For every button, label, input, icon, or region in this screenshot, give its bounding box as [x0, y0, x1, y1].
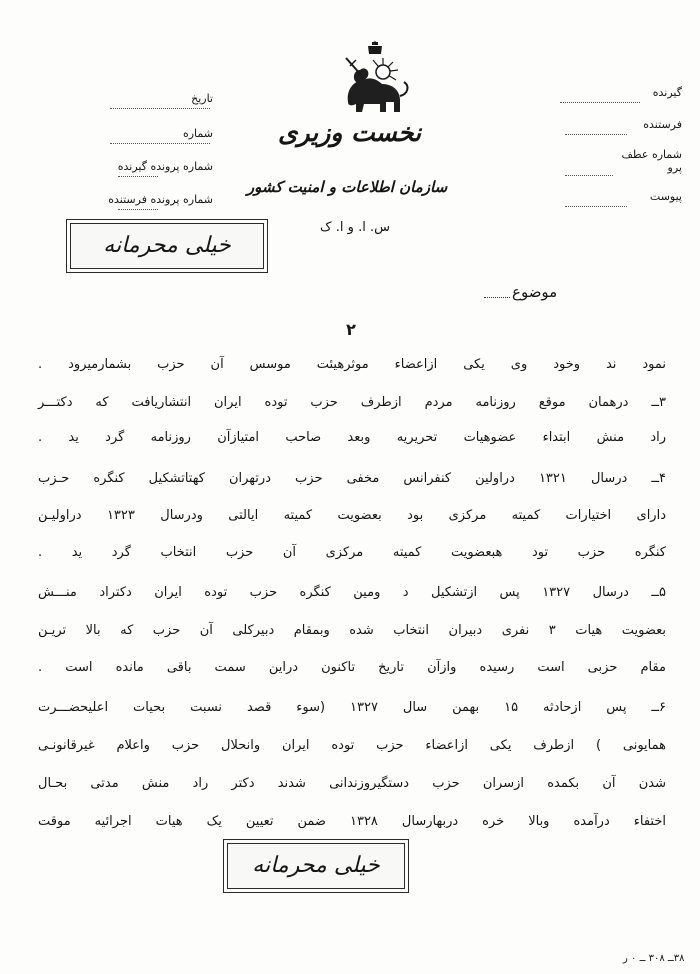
body-line: ۴ــ درسال ۱۳۲۱ دراولین کنفرانس مخفی حزب درتهران کهتاتشکیل کنگره حـزب	[38, 471, 666, 486]
sender-file-number-line	[118, 209, 158, 210]
classification-stamp-bottom: خیلی محرمانه	[227, 843, 405, 889]
sender-file-number-label: شماره پرونده فرستنده	[108, 193, 213, 206]
body-line: ۶ــ پس ازحادثه ۱۵ بهمن سال ۱۳۲۷ (سوء قصد نسبت بحیات اعلیحضـــرت	[38, 700, 667, 715]
reference-number-line	[565, 175, 613, 176]
date-field-line	[110, 108, 210, 109]
subject-line	[484, 297, 510, 298]
body-line: نمود ند وخود وی یکی ازاعضاء موثرهیئت موسس آن حزب بشمارمیرود .	[38, 357, 666, 372]
body-line: اختفاء درآمده وبالا خره دربهارسال ۱۳۲۸ ضمن تعیین یک هیات اجرائیه موقت	[38, 814, 666, 829]
body-line: ۳ــ درهمان موقع روزنامه مردم ازطرف حزب توده ایران انتشاریافت که دکتـــر	[38, 395, 666, 410]
sender-line	[565, 134, 627, 135]
classification-stamp-top: خیلی محرمانه	[70, 223, 264, 269]
subject-label: موضوع	[512, 283, 558, 301]
body-line: کنگره حزب تود هبعضویت کمیته مرکزی آن حزب انتخاب گرد ید .	[38, 545, 666, 560]
reference-number-label: شماره عطف پرو	[621, 148, 682, 174]
attachment-line	[565, 206, 627, 207]
number-field-line	[110, 143, 210, 144]
recipient-label: گیرنده	[652, 86, 682, 99]
number-field-label: شماره	[182, 127, 213, 140]
sender-label: فرستنده	[643, 118, 682, 131]
attachment-label: پیوست	[649, 190, 682, 203]
recipient-file-number-label: شماره پرونده گیرنده	[117, 160, 213, 173]
organization-subtitle: سازمان اطلاعات و امنیت کشور	[246, 178, 448, 196]
recipient-line	[560, 102, 640, 103]
page-number: ۲	[346, 320, 356, 339]
body-line: دارای اختیارات کمیته مرکزی بود بعضویت کمیته ایالتی ودرسال ۱۳۲۳ دراولیـن	[38, 508, 666, 523]
body-line: مقام حزبی است رسیده وازآن تاریخ تاکنون دراین سمت باقی مانده است .	[38, 660, 666, 675]
body-line: شدن آن بکمده ازسران حزب دستگیروزندانی شدند دکتر راد منش مدتی بحـال	[38, 776, 666, 791]
body-line: راد منش ابتداء عضوهیات تحریریه وبعد صاحب امتیازآن روزنامه گرد ید .	[38, 430, 666, 445]
organization-code: س. ا. و ا. ک	[320, 220, 390, 235]
lion-and-sun-emblem	[338, 40, 412, 120]
body-line: همایونی ) ازطرف یکی ازاعضاء حزب توده ایران وانحلال حزب واعلام غیرقانونـی	[38, 738, 666, 753]
body-line: ۵ــ درسال ۱۳۲۷ پس ازتشکیل د ومین کنگره حزب توده ایران دکتراد منـــش	[38, 585, 666, 600]
organization-title: نخست وزیری	[277, 118, 422, 147]
body-line: بعضویت هیات ۳ نفری دبیران انتخاب شده وبمقام دبیرکلی آن حزب که بالا تریـن	[38, 623, 666, 638]
date-field-label: تاریخ	[191, 92, 213, 105]
document-archive-code: ۳۸ــ ۳۰۸ ــ ۰ ر	[623, 953, 685, 964]
recipient-file-number-line	[118, 176, 158, 177]
